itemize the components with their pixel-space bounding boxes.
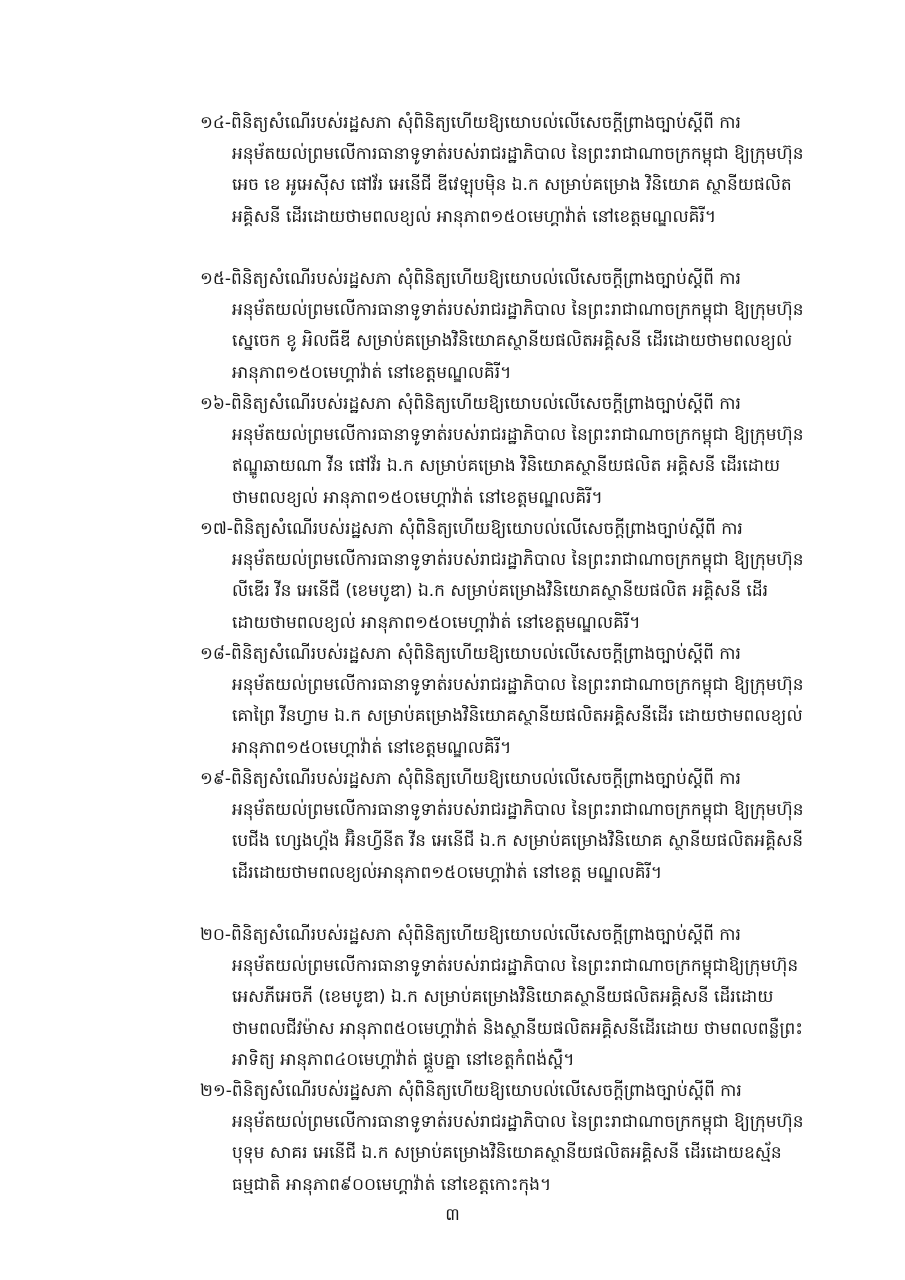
agenda-item-first-line: ១៥-ពិនិត្យសំណើរបស់រដ្ឋសភា សុំពិនិត្យហើយឱ្យយោបល់លើសេចក្តីព្រាងច្បាប់ស្តីពី ការ — [200, 269, 741, 289]
agenda-item-body: អនុម័តយល់ព្រមលើការធានាទូទាត់របស់រាជរដ្ឋាភិបាល នៃព្រះរាជាណាចក្រកម្ពុជា ឱ្យក្រុមហ៊ុន បេជីង ហ្សេងហ្គ័ង អ៊ិនហ្វីនីត វីន អេនើជី ឯ.ក សម្រាប់គម្រោងវិនិយោគ ស្ថានីយផលិតអគ្គិសនីដើរដោយថាមពលខ្យល់អានុភាព១៥០មេហ្គាវ៉ាត់ នៅខេត្ត មណ្ឌលគិរី។ — [232, 800, 804, 883]
agenda-item-first-line: ២០-ពិនិត្យសំណើរបស់រដ្ឋសភា សុំពិនិត្យហើយឱ្យយោបល់លើសេចក្តីព្រាងច្បាប់ស្តីពី ការ — [200, 925, 741, 945]
agenda-item-21 — [200, 1076, 805, 1201]
agenda-item-body: អនុម័តយល់ព្រមលើការធានាទូទាត់របស់រាជរដ្ឋាភិបាល នៃព្រះរាជាណាចក្រកម្ពុជាឱ្យក្រុមហ៊ុន អេសភីអេចភី (ខេមបូឌា) ឯ.ក សម្រាប់គម្រោងវិនិយោគស្ថានីយផលិតអគ្គិសនី ដើរដោយថាមពលជីវម៉ាស អានុភាព៥០មេហ្គាវ៉ាត់ និងស្ថានីយផលិតអគ្គិសនីដើរដោយ ថាមពលពន្លឺព្រះអាទិត្យ អានុភាព៤០មេហ្គាវ៉ាត់ ផ្គួបគ្នា នៅខេត្តកំពង់ស្ពឺ។ — [232, 956, 803, 1070]
agenda-item-first-line: ២១-ពិនិត្យសំណើរបស់រដ្ឋសភា សុំពិនិត្យហើយឱ្យយោបល់លើសេចក្តីព្រាងច្បាប់ស្តីពី ការ — [200, 1081, 742, 1101]
agenda-item-first-line: ១៩-ពិនិត្យសំណើរបស់រដ្ឋសភា សុំពិនិត្យហើយឱ្យយោបល់លើសេចក្តីព្រាងច្បាប់ស្តីពី ការ — [200, 769, 741, 789]
agenda-item-body: អនុម័តយល់ព្រមលើការធានាទូទាត់របស់រាជរដ្ឋាភិបាល នៃព្រះរាជាណាចក្រកម្ពុជា ឱ្យក្រុមហ៊ុន ឥណ្ឌូឆាយណា វីន ផៅវ័រ ឯ.ក សម្រាប់គម្រោង វិនិយោគស្ថានីយផលិត អគ្គិសនី ដើរដោយថាមពលខ្យល់ អានុភាព១៥០មេហ្គាវ៉ាត់ នៅខេត្តមណ្ឌលគិរី។ — [232, 425, 804, 508]
agenda-item-body: អនុម័តយល់ព្រមលើការធានាទូទាត់របស់រាជរដ្ឋាភិបាល នៃព្រះរាជាណាចក្រកម្ពុជា ឱ្យក្រុមហ៊ុន បុទុម សាគរ អេនើជី ឯ.ក សម្រាប់គម្រោងវិនិយោគស្ថានីយផលិតអគ្គិសនី ដើរដោយឧស្ម័នធម្មជាតិ អានុភាព៩០០មេហ្គាវ៉ាត់ នៅខេត្តកោះកុង។ — [232, 1112, 804, 1195]
agenda-item-body: អនុម័តយល់ព្រមលើការធានាទូទាត់របស់រាជរដ្ឋាភិបាល នៃព្រះរាជាណាចក្រកម្ពុជា ឱ្យក្រុមហ៊ុន គោព្រៃ វីនហ្វាម ឯ.ក សម្រាប់គម្រោងវិនិយោគស្ថានីយផលិតអគ្គិសនីដើរ ដោយថាមពលខ្យល់ អានុភាព១៥០មេហ្គាវ៉ាត់ នៅខេត្តមណ្ឌលគិរី។ — [232, 675, 804, 758]
agenda-item-first-line: ១៨-ពិនិត្យសំណើរបស់រដ្ឋសភា សុំពិនិត្យហើយឱ្យយោបល់លើសេចក្តីព្រាងច្បាប់ស្តីពី ការ — [200, 644, 741, 664]
agenda-item-first-line: ១៧-ពិនិត្យសំណើរបស់រដ្ឋសភា សុំពិនិត្យហើយឱ្យយោបល់លើសេចក្តីព្រាងច្បាប់ស្តីពី ការ — [200, 519, 743, 539]
page-number: ៣ — [445, 1205, 460, 1225]
agenda-item-body: អនុម័តយល់ព្រមលើការធានាទូទាត់របស់រាជរដ្ឋាភិបាល នៃព្រះរាជាណាចក្រកម្ពុជា ឱ្យក្រុមហ៊ុន លីឌើរ វីន អេនើជី (ខេមបូឌា) ឯ.ក សម្រាប់គម្រោងវិនិយោគស្ថានីយផលិត អគ្គិសនី ដើរដោយថាមពលខ្យល់ អានុភាព១៥០មេហ្គាវ៉ាត់ នៅខេត្តមណ្ឌលគិរី។ — [232, 550, 804, 633]
agenda-item-16 — [200, 389, 805, 514]
agenda-item-18 — [200, 639, 805, 764]
agenda-item-first-line: ១៤-ពិនិត្យសំណើរបស់រដ្ឋសភា សុំពិនិត្យហើយឱ្យយោបល់លើសេចក្តីព្រាងច្បាប់ស្តីពី ការ — [200, 113, 741, 133]
agenda-item-20 — [200, 920, 805, 1076]
agenda-item-14 — [200, 108, 805, 233]
agenda-item-first-line: ១៦-ពិនិត្យសំណើរបស់រដ្ឋសភា សុំពិនិត្យហើយឱ្យយោបល់លើសេចក្តីព្រាងច្បាប់ស្តីពី ការ — [200, 394, 741, 414]
agenda-item-17 — [200, 514, 805, 639]
agenda-item-19 — [200, 764, 805, 889]
agenda-item-body: អនុម័តយល់ព្រមលើការធានាទូទាត់របស់រាជរដ្ឋាភិបាល នៃព្រះរាជាណាចក្រកម្ពុជា ឱ្យក្រុមហ៊ុន អេច ខេ អូអេស៊ីស ផៅវ័រ អេនើជី ឌីវេឡុបម៉ិន ឯ.ក សម្រាប់គម្រោង វិនិយោគ ស្ថានីយផលិតអគ្គិសនី ដើរដោយថាមពលខ្យល់ អានុភាព១៥០មេហ្គាវ៉ាត់ នៅខេត្តមណ្ឌលគិរី។ — [232, 144, 804, 227]
agenda-item-body: អនុម័តយល់ព្រមលើការធានាទូទាត់របស់រាជរដ្ឋាភិបាល នៃព្រះរាជាណាចក្រកម្ពុជា ឱ្យក្រុមហ៊ុន ស្នេចេក ខូ អិលធីឌី សម្រាប់គម្រោងវិនិយោគស្ថានីយផលិតអគ្គិសនី ដើរដោយថាមពលខ្យល់ អានុភាព១៥០មេហ្គាវ៉ាត់ នៅខេត្តមណ្ឌលគិរី។ — [232, 300, 804, 383]
agenda-item-15 — [200, 264, 805, 389]
